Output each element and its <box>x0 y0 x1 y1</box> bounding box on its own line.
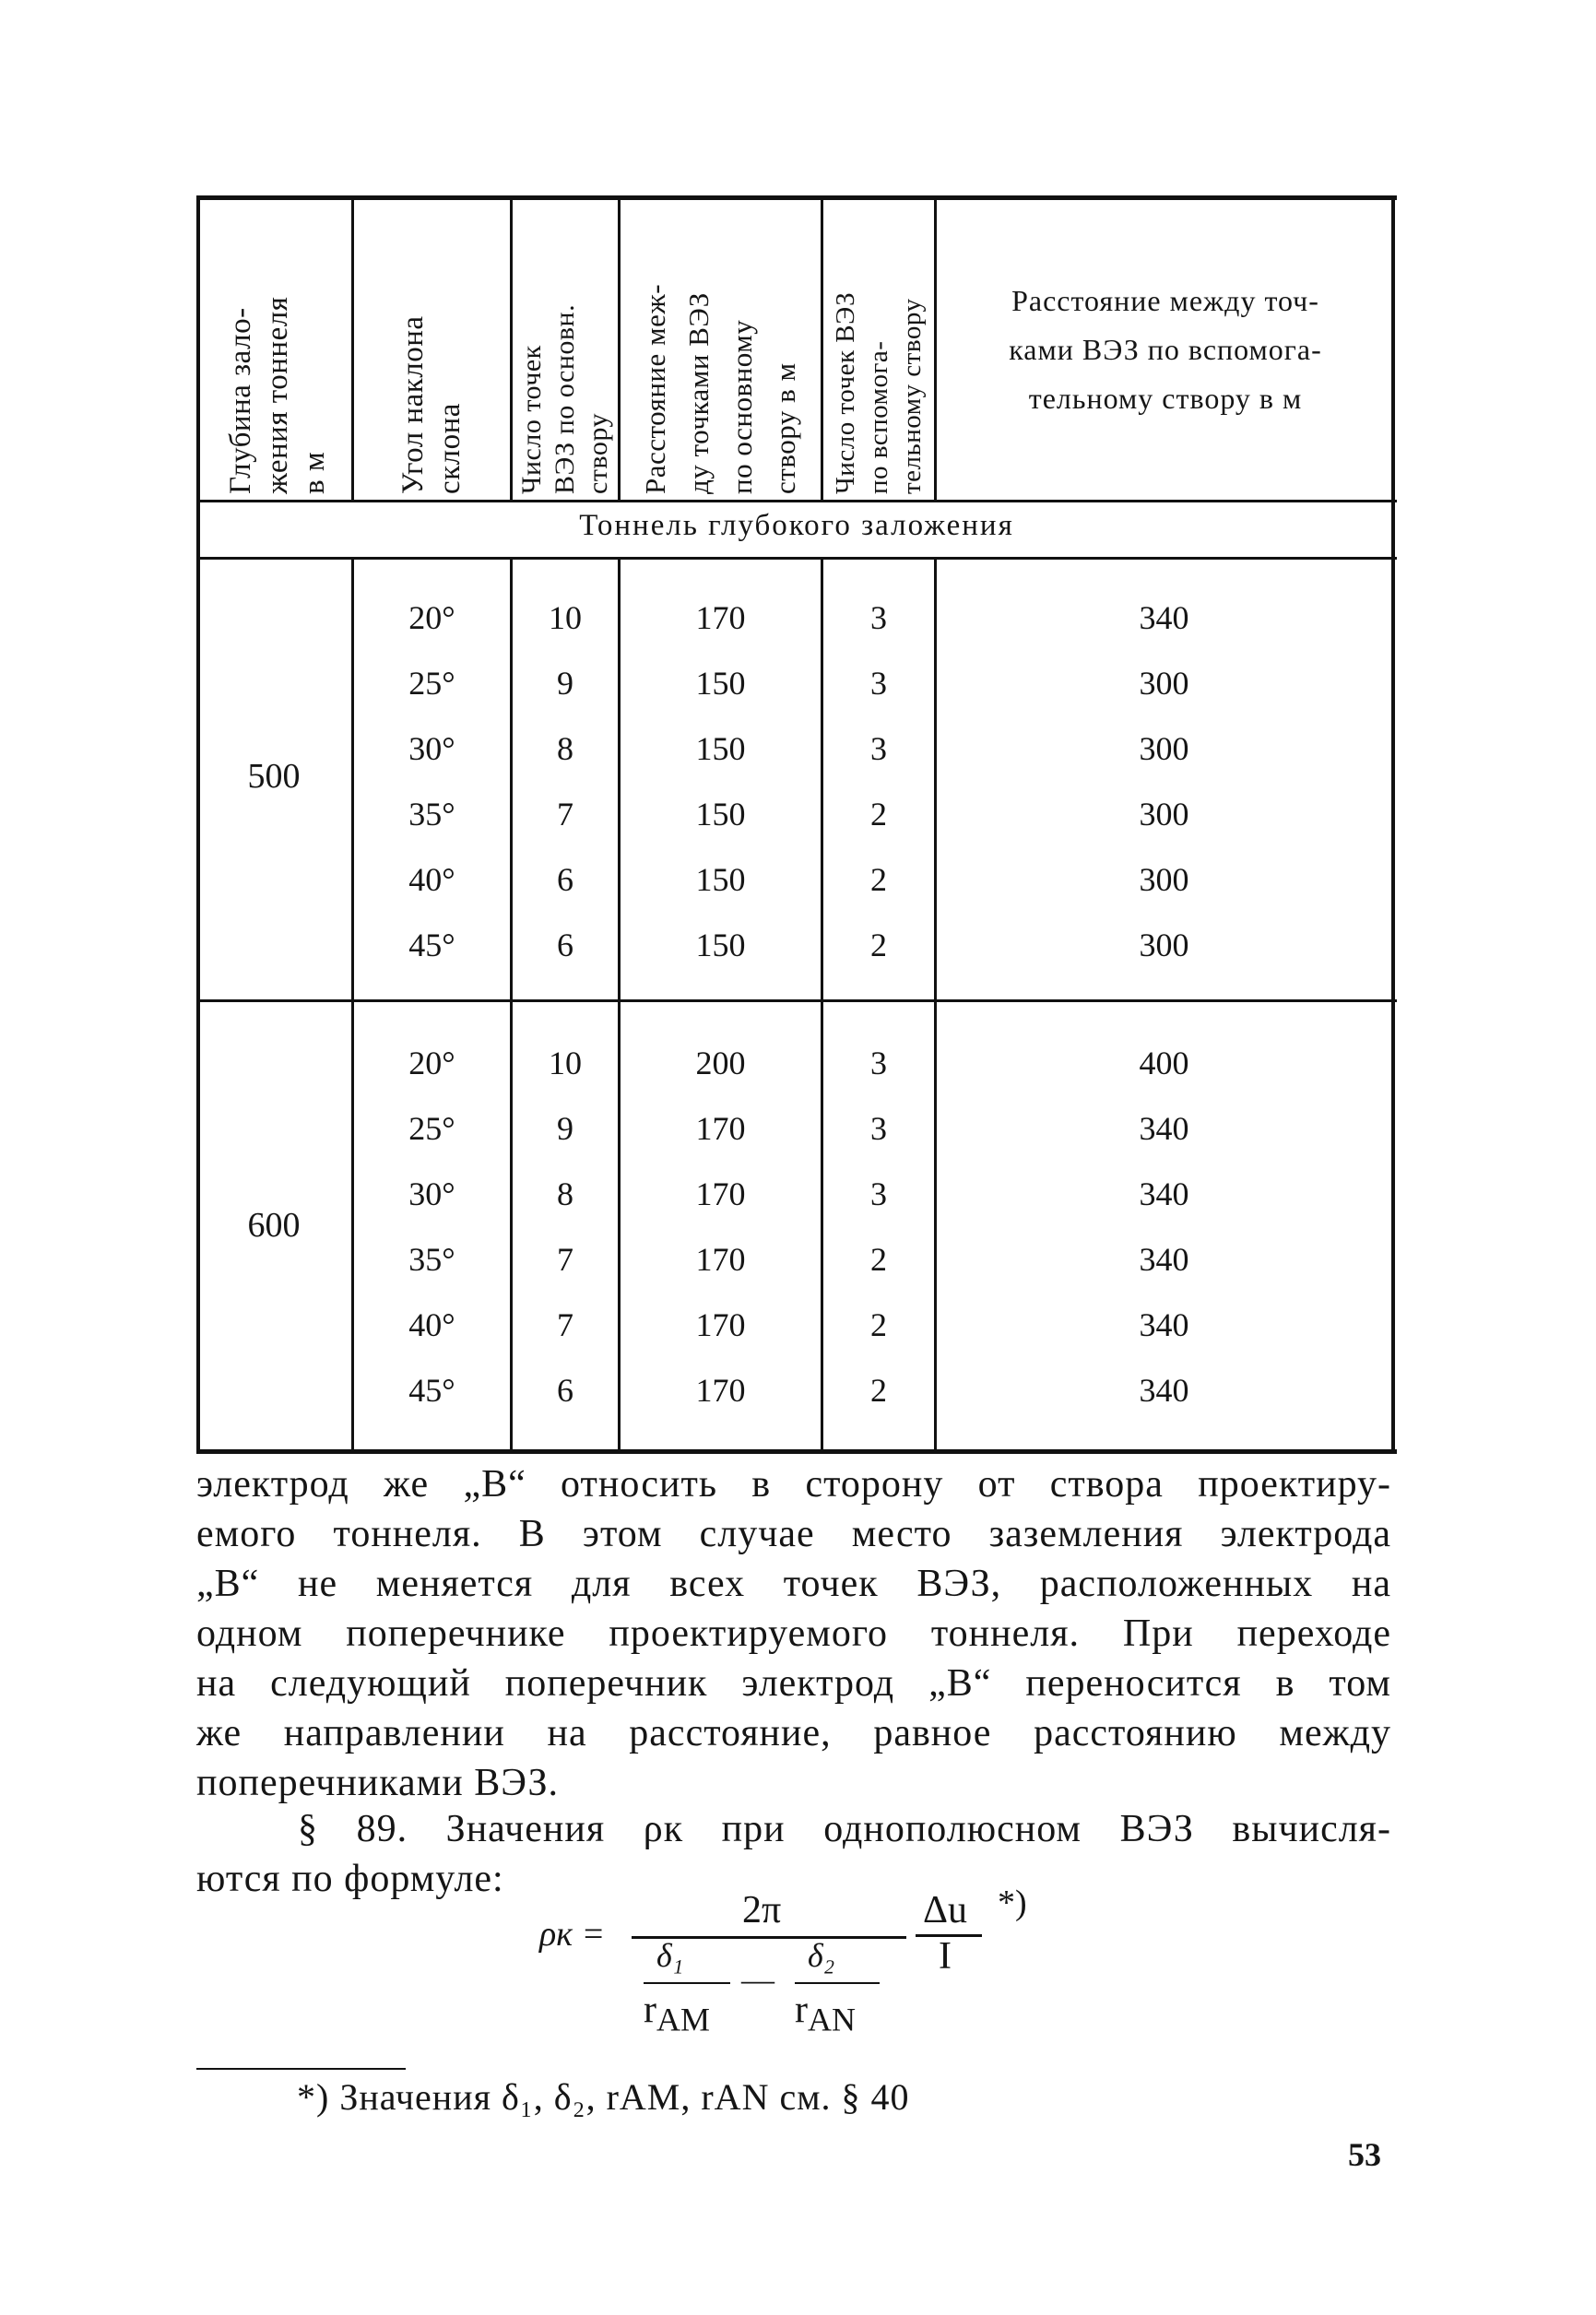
table-bottom-rule <box>196 1449 1397 1454</box>
header-col-rule-1 <box>351 195 354 502</box>
main-distance-cell: 150 <box>695 730 746 767</box>
main-distance-cell: 170 <box>695 1241 746 1278</box>
angle-cell: 20° <box>408 599 455 636</box>
table-top-rule <box>196 195 1397 200</box>
formula-r-an <box>795 1988 856 2038</box>
main-points-cell: 6 <box>557 1372 573 1409</box>
text-line: одном поперечнике проектируемого тоннеля. При переходе <box>196 1612 1391 1655</box>
group-divider-rule <box>196 999 1397 1002</box>
main-distance-cell: 170 <box>695 1175 746 1212</box>
aux-points-cell: 2 <box>870 796 887 833</box>
depth-value: 600 <box>247 1206 301 1245</box>
header-col-rule-3 <box>618 195 621 502</box>
formula-footnote-mark: *) <box>998 1884 1027 1922</box>
main-points-cell: 8 <box>557 730 573 767</box>
text-line: же направлении на расстояние, равное расстоянию между <box>196 1712 1391 1754</box>
header-main-distance: Расстояние меж- ду точками ВЭЗ по основному створу в м <box>639 283 801 494</box>
outer-right-rule <box>1391 195 1395 1454</box>
aux-distance-cell: 340 <box>1139 1372 1189 1409</box>
angle-cell: 45° <box>408 1372 455 1409</box>
aux-points-cell: 2 <box>870 1306 887 1343</box>
formula-lhs: ρк = <box>539 1915 606 1954</box>
aux-distance-cell: 300 <box>1139 861 1189 898</box>
angle-cell: 20° <box>408 1045 455 1081</box>
text-line: электрод же „В“ относить в сторону от створа проектиру- <box>196 1463 1391 1506</box>
footnote: *) Значения δ₁, δ₂, rAM, rAN см. § 40 <box>297 2076 910 2118</box>
formula-current: I <box>939 1935 952 1978</box>
main-points-cell: 7 <box>557 1241 573 1278</box>
formula-r-am <box>644 1988 710 2038</box>
aux-distance-cell: 300 <box>1139 730 1189 767</box>
aux-points-cell: 3 <box>870 1175 887 1212</box>
main-distance-cell: 170 <box>695 599 746 636</box>
aux-distance-cell: 300 <box>1139 927 1189 963</box>
header-aux-distance: Расстояние между точ- ками ВЭЗ по вспомога- тельному створу в м <box>1009 284 1322 415</box>
header-col-rule-2 <box>510 195 513 502</box>
sub-fraction-bar-2 <box>795 1982 880 1984</box>
section-title: Тоннель глубокого заложения <box>579 509 1014 542</box>
header-depth: Глубина зало- жения тоннеля в м <box>224 296 331 494</box>
r-am-subscript: AM <box>656 2001 711 2038</box>
angle-cell: 40° <box>408 1306 455 1343</box>
text-line: на следующий поперечник электрод „В“ переносится в том <box>196 1662 1391 1705</box>
angle-cell: 35° <box>408 1241 455 1278</box>
formula-numerator: 2π <box>742 1889 782 1931</box>
aux-points-cell: 3 <box>870 1045 887 1081</box>
main-distance-cell: 150 <box>695 796 746 833</box>
text-line: поперечниками ВЭЗ. <box>196 1762 560 1804</box>
angle-cell: 30° <box>408 1175 455 1212</box>
header-main-points: Число точек ВЭЗ по основн. створу <box>516 303 613 494</box>
text-line: § 89. Значения ρк при однополюсном ВЭЗ вычисля- <box>298 1808 1391 1850</box>
aux-distance-cell: 340 <box>1139 1175 1189 1212</box>
main-points-cell: 7 <box>557 1306 573 1343</box>
depth-value: 500 <box>247 757 301 796</box>
aux-points-cell: 2 <box>870 1241 887 1278</box>
aux-points-cell: 3 <box>870 599 887 636</box>
formula-delta2: δ₂ <box>808 1937 835 1974</box>
main-points-cell: 8 <box>557 1175 573 1212</box>
aux-points-cell: 3 <box>870 665 887 702</box>
main-points-cell: 9 <box>557 665 573 702</box>
page-number: 53 <box>1348 2136 1381 2173</box>
angle-cell: 30° <box>408 730 455 767</box>
main-distance-cell: 170 <box>695 1110 746 1147</box>
formula-delta1: δ₁ <box>656 1937 684 1974</box>
aux-points-cell: 2 <box>870 1372 887 1409</box>
angle-cell: 25° <box>408 665 455 702</box>
aux-points-cell: 3 <box>870 1110 887 1147</box>
header-col-rule-5 <box>934 195 937 502</box>
main-points-cell: 7 <box>557 796 573 833</box>
text-line: „В“ не меняется для всех точек ВЭЗ, расположенных на <box>196 1563 1391 1605</box>
aux-points-cell: 3 <box>870 730 887 767</box>
formula-delta-u: Δu <box>923 1889 968 1931</box>
header-col-rule-4 <box>821 195 823 502</box>
aux-distance-cell: 340 <box>1139 1241 1189 1278</box>
text-line: емого тоннеля. В этом случае место заземления электрода <box>196 1513 1391 1555</box>
aux-distance-cell: 340 <box>1139 599 1189 636</box>
r-symbol: r <box>644 1989 656 2031</box>
aux-distance-cell: 300 <box>1139 796 1189 833</box>
main-points-cell: 6 <box>557 861 573 898</box>
main-points-cell: 10 <box>549 1045 582 1081</box>
header-slope-angle: Угол наклона склона <box>396 315 467 494</box>
aux-points-cell: 2 <box>870 861 887 898</box>
main-distance-cell: 150 <box>695 861 746 898</box>
angle-cell: 45° <box>408 927 455 963</box>
main-distance-cell: 200 <box>695 1045 746 1081</box>
sub-fraction-bar-1 <box>644 1982 730 1984</box>
text-line: ются по формуле: <box>196 1858 504 1900</box>
angle-cell: 35° <box>408 796 455 833</box>
main-distance-cell: 170 <box>695 1306 746 1343</box>
r-an-subscript: AN <box>808 2001 856 2038</box>
aux-distance-cell: 400 <box>1139 1045 1189 1081</box>
main-points-cell: 10 <box>549 599 582 636</box>
section-bottom-rule <box>196 557 1397 560</box>
angle-cell: 25° <box>408 1110 455 1147</box>
aux-distance-cell: 300 <box>1139 665 1189 702</box>
main-distance-cell: 150 <box>695 665 746 702</box>
formula-minus: — <box>741 1961 774 1998</box>
data-table <box>196 195 1397 1454</box>
main-distance-cell: 150 <box>695 927 746 963</box>
main-distance-cell: 170 <box>695 1372 746 1409</box>
main-points-cell: 6 <box>557 927 573 963</box>
header-aux-points: Число точек ВЭЗ по вспомога- тельному створу <box>831 291 927 494</box>
footnote-rule <box>196 2068 406 2070</box>
aux-distance-cell: 340 <box>1139 1306 1189 1343</box>
aux-points-cell: 2 <box>870 927 887 963</box>
angle-cell: 40° <box>408 861 455 898</box>
main-points-cell: 9 <box>557 1110 573 1147</box>
paragraph-section-89 <box>196 1804 1391 1904</box>
outer-left-rule <box>196 195 200 1454</box>
paragraph-electrode <box>196 1459 1391 1808</box>
r-symbol: r <box>795 1989 808 2031</box>
aux-distance-cell: 340 <box>1139 1110 1189 1147</box>
header-bottom-rule <box>196 500 1397 502</box>
